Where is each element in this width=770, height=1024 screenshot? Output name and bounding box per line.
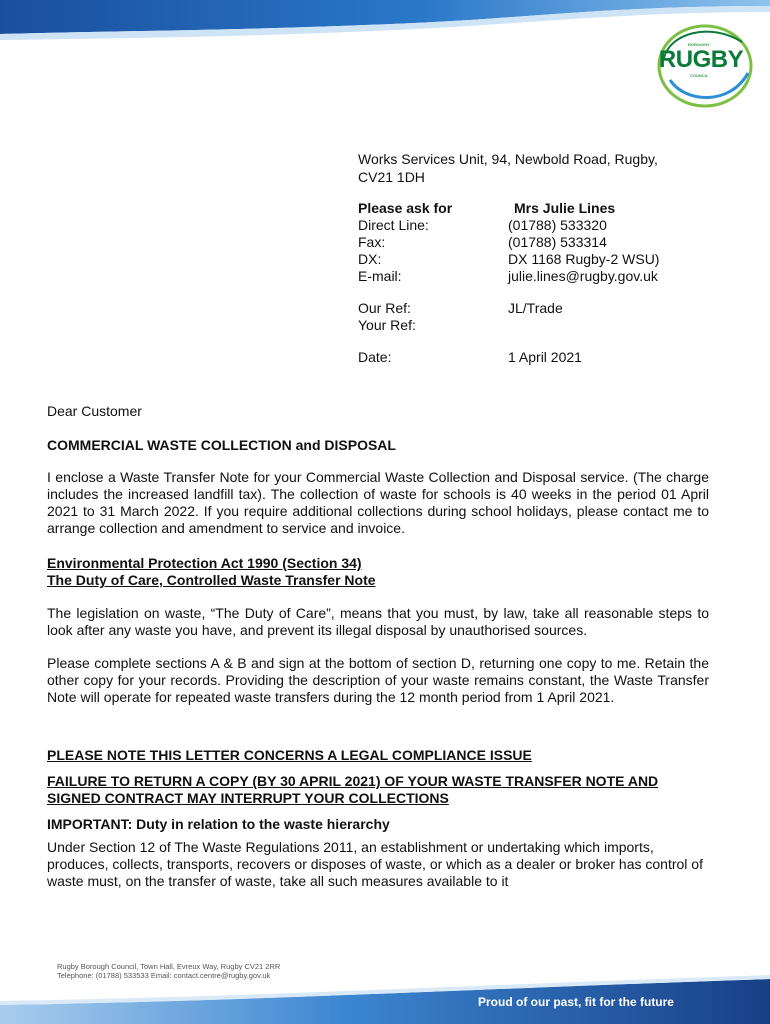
ask-label: Please ask for [358,200,453,216]
our-ref-label: Our Ref: [358,300,411,316]
logo-subtitle-bottom: COUNCIL [690,73,709,78]
email-value: julie.lines@rugby.gov.uk [508,268,658,284]
ask-value: Mrs Julie Lines [514,200,616,216]
logo-wordmark: RUGBY [658,46,744,73]
important-heading: IMPORTANT: Duty in relation to the waste hierarchy [47,816,390,832]
logo-subtitle-top: BOROUGH [688,42,709,47]
dx-value: DX 1168 Rugby-2 WSU) [508,251,660,267]
direct-line-label: Direct Line: [358,217,429,233]
sender-address [358,150,718,186]
direct-line-value: (01788) 533320 [508,217,607,233]
paragraph-enclosure: I enclose a Waste Transfer Note for your Commercial Waste Collection and Disposal service. (The charge includes the increased landfill tax). The collection of waste for schools is 40 weeks in the period 01 April 2021 to 31 March 2022. If you require additional collections during school holidays, please contact me to arrange collection and amendment to service and invoice. [47,469,709,536]
failure-warning: FAILURE TO RETURN A COPY (BY 30 APRIL 2021) OF YOUR WASTE TRANSFER NOTE AND SIGNED CONTRACT MAY INTERRUPT YOUR COLLECTIONS [47,773,659,806]
salutation: Dear Customer [47,403,142,419]
paragraph-duty-of-care: The legislation on waste, “The Duty of Care”, means that you must, by law, take all reasonable steps to look after any waste you have, and prevent its illegal disposal by unauthorised sources. [47,605,709,638]
your-ref-label: Your Ref: [358,317,416,333]
paragraph-instructions: Please complete sections A & B and sign at the bottom of section D, returning one copy to me. Retain the other copy for your records. Providing the description of your waste remains constant, the Waste Transfer Note will operate for repeated waste transfers during the 12 month period from 1 April 2021. [47,655,709,705]
act-heading-2: The Duty of Care, Controlled Waste Transfer Note [47,572,376,588]
date-value: 1 April 2021 [508,349,582,365]
fax-value: (01788) 533314 [508,234,607,250]
address-line-1: Works Services Unit, 94, Newbold Road, Rugby, [358,151,658,167]
date-label: Date: [358,349,392,365]
contact-block [358,200,738,366]
footer-slogan: Proud of our past, fit for the future [478,995,674,1009]
dx-label: DX: [358,251,382,267]
act-heading-1: Environmental Protection Act 1990 (Section 34) [47,555,362,571]
footer-contact-line: Telephone: (01788) 533533 Email: contact.centre@rugby.gov.uk [57,971,271,980]
letter-heading: COMMERCIAL WASTE COLLECTION and DISPOSAL [47,437,396,453]
email-label: E-mail: [358,268,402,284]
address-line-2: CV21 1DH [358,169,425,185]
legal-notice: PLEASE NOTE THIS LETTER CONCERNS A LEGAL COMPLIANCE ISSUE [47,747,532,763]
footer-address-line: Rugby Borough Council, Town Hall, Evreux Way, Rugby CV21 2RR [57,962,281,971]
fax-label: Fax: [358,234,386,250]
paragraph-waste-hierarchy: Under Section 12 of The Waste Regulations 2011, an establishment or undertaking which imports, produces, collects, transports, recovers or disposes of waste, or which as a dealer or broker has control of waste must, on the transfer of waste, take all such measures available to it [47,839,703,889]
our-ref-value: JL/Trade [508,300,563,316]
